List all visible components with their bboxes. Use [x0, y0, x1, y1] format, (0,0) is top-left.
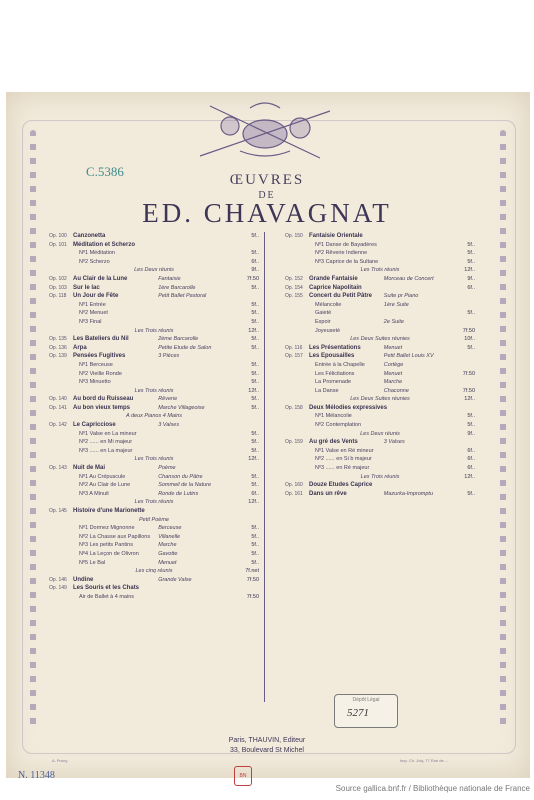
work-title: Arpa: [73, 344, 87, 351]
price: 5f..: [251, 310, 259, 317]
sub-piece: Nº1 Valse en Ré mineur: [315, 447, 374, 454]
work-row: [49, 438, 259, 447]
sub-piece: Gaieté: [315, 310, 332, 317]
price: 6f..: [251, 490, 259, 497]
work-row: [49, 292, 259, 301]
sub-piece: Nº1 Mélancolie: [315, 413, 352, 420]
work-title: Les Epousailles: [309, 353, 355, 360]
publisher-info: [0, 736, 534, 756]
work-genre: Petit Ballet Louis XV: [383, 353, 434, 360]
sub-piece: Nº2 Rêverie Indienne: [315, 250, 368, 257]
work-title: Canzonetta: [73, 233, 106, 239]
work-title: Le Capricciose: [73, 422, 116, 429]
work-row: [49, 412, 259, 421]
work-title: Fantaisie Orientale: [309, 233, 363, 239]
sub-piece: Air de Ballet à 4 mains: [79, 593, 135, 600]
price: 12f..: [248, 387, 259, 394]
opus-number: Op. 102: [49, 275, 67, 282]
work-row: [49, 335, 259, 344]
sub-piece: Nº1 Dormez Mignonne: [79, 525, 135, 532]
work-row: [49, 275, 259, 284]
work-row: [285, 430, 475, 439]
sub-piece: Nº1 Entrée: [79, 301, 106, 308]
work-row: [285, 395, 475, 404]
work-genre: Mazurka-Impromptu: [383, 490, 434, 497]
price: 5f..: [251, 525, 259, 532]
group-note: Les Trois réunis: [134, 456, 174, 463]
sub-piece: Joyeuseté: [315, 327, 341, 334]
sub-piece: Nº3 ...... en La majeur: [79, 447, 133, 454]
work-title: Concert du Petit Pâtre: [309, 293, 373, 300]
work-row: [285, 232, 475, 241]
work-row: [285, 275, 475, 284]
column-divider: [264, 232, 265, 702]
opus-number: Op. 154: [285, 284, 303, 291]
printer-credit: Imp. Ch. Joly, 77 Rue de ...: [400, 758, 449, 763]
work-genre: 1ère Barcarolle: [158, 284, 196, 291]
work-row: [49, 576, 259, 585]
price: 5f..: [251, 233, 259, 239]
work-row: [285, 378, 475, 387]
work-row: [49, 516, 259, 525]
musical-instruments-ornament: [180, 96, 350, 166]
work-genre: Gavotte: [158, 550, 178, 557]
work-title: Undine: [73, 576, 94, 583]
opus-number: Op. 160: [285, 482, 303, 489]
price: 6f..: [467, 447, 475, 454]
group-note: Petit Poème: [139, 516, 169, 523]
sub-piece: Nº3 ...... en Ré majeur: [315, 465, 370, 472]
price: 5f..: [251, 344, 259, 351]
work-row: [285, 438, 475, 447]
work-row: [49, 567, 259, 576]
work-row: [285, 318, 475, 327]
price: 5f..: [467, 422, 475, 429]
work-row: [49, 550, 259, 559]
work-genre: Sommeil de la Nature: [158, 482, 212, 489]
sub-piece: Espoir: [315, 318, 331, 325]
sub-piece: Nº2 Scherzo: [79, 258, 110, 265]
price: 5f..: [251, 439, 259, 446]
work-row: [285, 370, 475, 379]
price: 5f..: [467, 250, 475, 257]
work-row: [49, 473, 259, 482]
work-row: [49, 404, 259, 413]
price: 5f..: [251, 318, 259, 325]
work-genre: Menuet: [383, 370, 403, 377]
opus-number: Op. 143: [49, 465, 67, 472]
work-genre: Ronde de Lutins: [158, 490, 199, 497]
work-title: Au gré des Vents: [309, 439, 358, 446]
sub-piece: Nº1 Méditation: [79, 250, 115, 257]
work-genre: Fantaisie: [158, 275, 181, 282]
work-row: [49, 301, 259, 310]
work-row: [49, 309, 259, 318]
work-row: [49, 455, 259, 464]
work-row: [285, 284, 475, 293]
price: 5f..: [251, 559, 259, 566]
work-row: [285, 412, 475, 421]
work-row: [49, 387, 259, 396]
work-title: Les Présentations: [309, 344, 361, 351]
group-note: Les Trois réunis: [134, 387, 174, 394]
sub-piece: Nº2 ...... en Si b majeur: [315, 456, 372, 463]
work-row: [285, 352, 475, 361]
composer-name: ED. CHAVAGNAT: [142, 198, 392, 228]
sub-piece: Nº1 Danse de Bayadères: [315, 241, 377, 248]
opus-number: Op. 150: [285, 233, 303, 239]
sub-piece: Nº1 Au Crépuscule: [79, 473, 126, 480]
work-row: [285, 447, 475, 456]
work-title: Histoire d'une Marionette: [73, 508, 145, 514]
sub-piece: Entrée à la Chapelle: [315, 361, 365, 368]
group-note: Les Deux Suites réunies: [350, 336, 410, 343]
sub-piece: Les Félicitations: [315, 370, 355, 377]
group-note: Les Deux réunis: [360, 430, 400, 437]
work-row: [285, 301, 475, 310]
opus-number: Op. 101: [49, 241, 67, 248]
work-genre: Petit Ballet Pastoral: [158, 293, 207, 300]
price: 5f..: [251, 447, 259, 454]
work-row: [49, 370, 259, 379]
sub-piece: La Danse: [315, 387, 339, 394]
sub-piece: Nº3 Caprice de la Sultane: [315, 258, 379, 265]
work-row: [49, 327, 259, 336]
work-row: [285, 404, 475, 413]
work-genre: 3 Valses: [158, 422, 180, 429]
work-genre: Chaconne: [383, 387, 409, 394]
work-row: [49, 481, 259, 490]
price: 5f..: [251, 336, 259, 343]
work-row: [285, 464, 475, 473]
work-row: [49, 258, 259, 267]
price: 5f..: [467, 258, 475, 265]
group-note: Les Trois réunis: [360, 267, 400, 274]
opus-number: Op. 100: [49, 233, 67, 239]
opus-number: Op. 159: [285, 439, 303, 446]
work-row: [49, 490, 259, 499]
opus-number: Op. 136: [49, 344, 67, 351]
price: 12f..: [248, 327, 259, 334]
price: 5f..: [251, 533, 259, 540]
group-note: Les Trois réunis: [360, 473, 400, 480]
price: 5f..: [467, 310, 475, 317]
work-row: [49, 430, 259, 439]
sub-piece: Nº3 Final: [79, 318, 102, 325]
depot-legal-stamp: [334, 694, 398, 728]
work-genre: Marche Villageoise: [158, 404, 205, 411]
work-genre: 3 Valses: [383, 439, 405, 446]
work-row: [285, 473, 475, 482]
work-row: [285, 490, 475, 499]
work-genre: 2ème Barcarolle: [158, 336, 199, 343]
price: 5f..: [467, 241, 475, 248]
sub-piece: Nº2 Au Clair de Lune: [79, 482, 131, 489]
price: 5f..: [251, 379, 259, 386]
work-title: Au bon vieux temps: [73, 404, 131, 411]
group-note: Les cinq réunis: [135, 568, 173, 575]
engraver-credit: A. Pruny: [52, 758, 68, 763]
work-row: [49, 421, 259, 430]
price: 6f..: [467, 284, 475, 291]
work-row: [285, 455, 475, 464]
work-genre: Chanson du Pâtre: [158, 473, 203, 480]
opus-number: Op. 149: [49, 585, 67, 592]
work-row: [285, 266, 475, 275]
work-row: [49, 541, 259, 550]
archive-number: N. 11348: [18, 770, 55, 781]
work-row: [285, 481, 475, 490]
price: 6f..: [467, 456, 475, 463]
group-note: A deux Pianos 4 Mains: [125, 413, 183, 420]
work-genre: Rêverie: [158, 396, 178, 403]
work-row: [49, 266, 259, 275]
publisher-line-2: 33, Boulevard St Michel: [230, 747, 304, 754]
work-row: [49, 232, 259, 241]
work-row: [285, 241, 475, 250]
sub-piece: Nº2 La Chasse aux Papillons: [79, 533, 151, 540]
work-row: [285, 387, 475, 396]
sub-piece: Nº1 Berceuse: [79, 361, 113, 368]
work-row: [49, 533, 259, 542]
opus-number: Op. 135: [49, 336, 67, 343]
price: 5f..: [467, 490, 475, 497]
work-row: [49, 395, 259, 404]
work-row: [49, 361, 259, 370]
price: 10f..: [464, 336, 475, 343]
work-genre: 2e Suite: [383, 318, 404, 325]
price: 5f..: [251, 361, 259, 368]
work-row: [49, 378, 259, 387]
price: 5f..: [467, 344, 475, 351]
opus-number: Op. 141: [49, 404, 67, 411]
work-genre: Marche: [158, 542, 177, 549]
work-row: [285, 258, 475, 267]
work-row: [49, 524, 259, 533]
group-note: Les Deux réunis: [134, 267, 174, 274]
library-stamp: C.5386: [86, 164, 124, 179]
work-title: Deux Mélodies expressives: [309, 404, 388, 411]
work-row: [49, 352, 259, 361]
work-genre: 1ère Suite: [383, 301, 409, 308]
opus-number: Op. 146: [49, 576, 67, 583]
work-genre: Poème: [158, 465, 176, 472]
right-works-list: [285, 232, 475, 498]
sub-piece: Nº2 ...... en Mi majeur: [79, 439, 133, 446]
work-genre: Berceuse: [158, 525, 182, 532]
work-title: Caprice Napolitain: [309, 284, 362, 291]
price: 12f..: [248, 499, 259, 506]
work-title: Grande Fantaisie: [309, 275, 358, 282]
price: 5f..: [251, 473, 259, 480]
work-title: Méditation et Scherzo: [73, 241, 136, 248]
opus-number: Op. 145: [49, 508, 67, 514]
work-row: [49, 447, 259, 456]
work-title: Nuit de Mai: [73, 465, 106, 472]
sub-piece: Nº2 Vieille Ronde: [79, 370, 122, 377]
price: 7f.50: [246, 593, 259, 600]
work-title: Dans un rêve: [309, 490, 347, 497]
work-row: [285, 421, 475, 430]
price: 5f..: [467, 413, 475, 420]
opus-number: Op. 118: [49, 293, 67, 300]
work-row: [49, 464, 259, 473]
price: 5f..: [251, 430, 259, 437]
price: 12f..: [464, 396, 475, 403]
sub-piece: Mélancolie: [315, 301, 342, 308]
work-genre: 3 Pièces: [158, 353, 180, 360]
sub-piece: Nº3 Minuetto: [79, 379, 111, 386]
price: 7f.50: [462, 327, 475, 334]
work-title: Sur le lac: [73, 284, 100, 291]
opus-number: Op. 152: [285, 275, 303, 282]
work-row: [49, 284, 259, 293]
sub-piece: Nº3 A Minuit: [79, 490, 109, 497]
depot-handwritten-number: 5271: [347, 707, 369, 719]
work-row: [49, 559, 259, 568]
price: 12f..: [464, 267, 475, 274]
left-works-list: [49, 232, 259, 602]
work-row: [285, 249, 475, 258]
price: 9f..: [467, 275, 475, 282]
work-title: Un Jour de Fête: [73, 293, 119, 300]
opus-number: Op. 142: [49, 422, 67, 429]
source-credit: Source gallica.bnf.fr / Bibliothèque nationale de France: [335, 784, 530, 793]
work-genre: Menuet: [158, 559, 177, 566]
price: 5f..: [251, 550, 259, 557]
price: 5f..: [251, 542, 259, 549]
price: 9f..: [467, 430, 475, 437]
work-genre: Morceau de Concert: [383, 275, 434, 282]
price: 5f..: [251, 404, 259, 411]
work-row: [49, 498, 259, 507]
price: 5f..: [251, 284, 259, 291]
work-title: Pensées Fugitives: [73, 353, 126, 360]
group-note: Les Trois réunis: [134, 327, 174, 334]
depot-label: Dépôt Légal: [352, 697, 380, 703]
work-title: Les Souris et les Chats: [73, 585, 140, 592]
price: 12f..: [248, 456, 259, 463]
opus-number: Op. 140: [49, 396, 67, 403]
opus-number: Op. 139: [49, 353, 67, 360]
work-row: [285, 292, 475, 301]
group-note: Les Trois réunis: [134, 499, 174, 506]
group-note: Les Deux Suites réunies: [350, 396, 410, 403]
work-title: Au Clair de la Lune: [73, 275, 128, 282]
work-genre: Grande Valse: [158, 576, 192, 583]
sub-piece: Nº2 Menuet: [79, 310, 108, 317]
price: 9f..: [251, 267, 259, 274]
price: 5f..: [251, 250, 259, 257]
sub-piece: Nº2 Contemplation: [315, 422, 362, 429]
work-row: [285, 361, 475, 370]
price: 5f..: [251, 370, 259, 377]
work-title: Les Bateliers du Nil: [73, 336, 129, 343]
work-genre: Petite Etude de Salon: [158, 344, 212, 351]
opus-number: Op. 116: [285, 344, 303, 351]
price: 6f..: [467, 465, 475, 472]
opus-number: Op. 161: [285, 490, 303, 497]
price: 5f..: [251, 301, 259, 308]
work-row: [49, 584, 259, 593]
price: 7f.50: [246, 576, 259, 583]
work-genre: Menuet: [383, 344, 403, 351]
price: 7f.50: [462, 370, 475, 377]
work-title: Douze Etudes Caprice: [309, 482, 373, 489]
work-row: [285, 327, 475, 336]
sub-piece: Nº1 Valse en La mineur: [79, 430, 137, 437]
opus-number: Op. 103: [49, 284, 67, 291]
price: 7f.50: [462, 387, 475, 394]
work-genre: Suite pr Piano: [383, 293, 419, 300]
sub-piece: Nº4 La Leçon de Olivron: [79, 550, 139, 557]
work-row: [285, 335, 475, 344]
work-row: [49, 241, 259, 250]
sub-piece: Nº5 Le Bal: [79, 559, 106, 566]
work-title: Au bord du Ruisseau: [73, 396, 134, 403]
work-row: [49, 249, 259, 258]
work-genre: Cortège: [383, 361, 404, 368]
price: 7f.50: [246, 275, 259, 282]
price: 6f..: [251, 258, 259, 265]
opus-number: Op. 157: [285, 353, 303, 360]
work-row: [49, 344, 259, 353]
price: 7f.net: [245, 568, 259, 575]
work-genre: Villanelle: [158, 533, 181, 540]
work-genre: Marche: [383, 379, 403, 386]
opus-number: Op. 155: [285, 293, 303, 300]
price: 12f..: [464, 473, 475, 480]
publisher-line-1: Paris, THAUVIN, Editeur: [228, 737, 306, 744]
work-row: [285, 344, 475, 353]
sub-piece: La Promenade: [315, 379, 352, 386]
opus-number: Op. 158: [285, 404, 303, 411]
price: 5f..: [251, 482, 259, 489]
sub-piece: Nº3 Les petits Pantins: [79, 542, 133, 549]
work-row: [49, 507, 259, 516]
work-row: [49, 318, 259, 327]
oeuvres-heading: ŒUVRES: [229, 172, 305, 188]
work-row: [49, 593, 259, 602]
work-row: [285, 309, 475, 318]
de-heading: DE: [258, 190, 276, 201]
price: 5f..: [251, 396, 259, 403]
bnf-red-stamp: BN: [234, 766, 252, 786]
